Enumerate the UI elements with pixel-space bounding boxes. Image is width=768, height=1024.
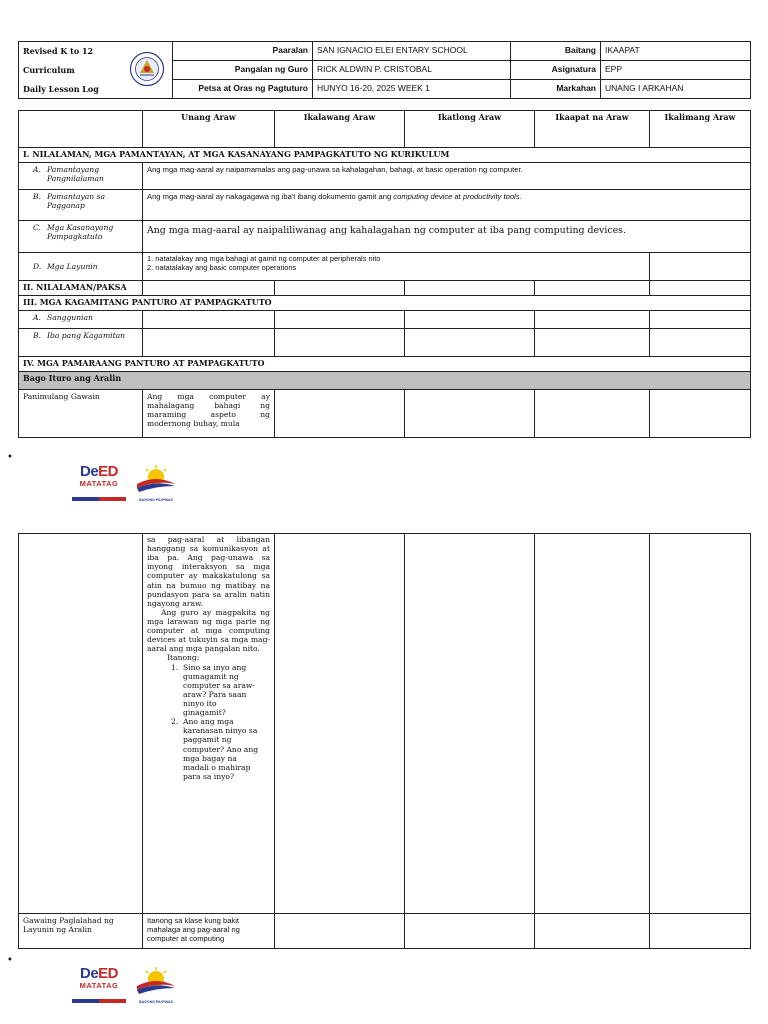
quarter-value: UNANG I ARKAHAN [601,80,751,99]
objective-item: 1. natatalakay ang mga bahagi at gamit ng computer at peripherals nito [147,254,381,263]
objective-item: 2. natatalakay ang basic computer operations [147,262,297,272]
quarter-label: Markahan [511,80,601,99]
bullet-mark: • [7,955,13,966]
row-label-objectives: D. Mga Layunin [19,253,143,281]
lesson-log-table-continued [18,533,751,949]
paragraph: sa pag-aaral at libangan hanggang sa komunikasyon at iba pa. Ang pag-unawa sa inyong interaksyon sa mga computer ay makakatulong sa atin na bumuo ng matibay na pundasyon para sa aralin natin ngayong araw. [147,535,270,608]
grade-label: Baitang [511,42,601,61]
section-heading-1: I. NILALAMAN, MGA PAMANTAYAN, AT MGA KASANAYANG PAMPAGKATUTO NG KURIKULUM [19,148,751,163]
subject-label: Asignatura [511,61,601,80]
row-label-references: A. Sanggunian [19,311,143,329]
paragraph: Ang guro ay magpakita ng mga larawan ng mga parte ng computer at mga computing devices at tukuyin sa mga mag-aaral ang mga pangalan nito. [147,607,270,654]
school-value: SAN IGNACIO ELEI ENTARY SCHOOL [313,42,511,61]
school-label: Paaralan [173,42,313,61]
date-value: HUNYO 16-20, 2025 WEEK 1 [313,80,511,99]
empty-cell [650,253,751,281]
content-standard-text: Ang mga mag-aaral ay naipamamalas ang pag-unawa sa kahalagahan, bahagi, at basic operation ng computer. [143,163,751,190]
row-label-performance-standard: B. Pamantayan sa Pagganap [19,190,143,221]
row-label-competencies: C. Mga Kasanayang Pampagkatuto [19,221,143,253]
teacher-value: RICK ALDWIN P. CRISTOBAL [313,61,511,80]
section-heading-2: II. NILALAMAN/PAKSA [19,281,143,296]
bagong-pilipinas-logo: BAGONG PILIPINAS [132,966,180,1004]
row-label-other-materials: B. Iba pang Kagamitan [19,329,143,357]
bullet-mark: • [7,452,13,463]
teacher-label: Pangalan ng Guro [173,61,313,80]
subject-value: EPP [601,61,751,80]
day-header-5: Ikalimang Araw [650,111,751,148]
deped-matatag-logo: DeED MATATAG [72,966,126,1008]
row-label-preliminary-activity: Panimulang Gawain [19,390,143,438]
objective-presentation-text: Itanong sa klase kung bakit mahalaga ang pag-aaral ng computer at computing [143,914,275,949]
day-header-2: Ikalawang Araw [275,111,405,148]
section-heading-3: III. MGA KAGAMITANG PANTURO AT PAMPAGKATUTO [19,296,751,311]
footer-logos [72,966,180,1008]
header-title-line-3: Daily Lesson Log [19,80,123,99]
row-label-content-standard: A. Pamantayang Pangnilalaman [19,163,143,190]
performance-standard-text: Ang mga mag-aaral ay nakagagawa ng iba't ibang dokumento gamit ang computing device at productivity tools. [143,190,751,221]
day-header-3: Ikatlong Araw [405,111,535,148]
objectives-list [143,253,650,281]
competencies-text: Ang mga mag-aaral ay naipaliliwanag ang kahalagahan ng computer at iba pang computing devices. [143,221,751,253]
question-item: 1. Sino sa inyo ang gumagamit ng computer sa araw-araw? Para saan ninyo ito ginagamit? [171,662,255,718]
header-title-line-2: Curriculum [19,61,123,80]
deped-seal-icon [123,42,173,99]
date-label: Petsa at Oras ng Pagtuturo [173,80,313,99]
lesson-log-table [18,110,751,438]
day-header-1: Unang Araw [143,111,275,148]
empty-label-cell [19,534,143,914]
section-heading-4: IV. MGA PAMARAANG PANTURO AT PAMPAGKATUTO [19,357,751,372]
header-table [18,41,751,99]
footer-logos [72,464,180,506]
header-title-line-1: Revised K to 12 [19,42,123,61]
bagong-pilipinas-logo: BAGONG PILIPINAS [132,464,180,502]
preliminary-activity-text-part1: Ang mga computer ay mahalagang bahagi ng maraming aspeto ng modernong buhay, mula [143,390,275,438]
itanong-label: Itanong: [167,653,200,663]
preliminary-activity-text-part2 [143,534,275,914]
day-header-4: Ikaapat na Araw [535,111,650,148]
question-item: 2. Ano ang mga karanasan ninyo sa paggamit ng computer? Ano ang mga bagay na madali o mahirap para sa inyo? [171,717,259,781]
blank-header-cell [19,111,143,148]
before-lesson-band: Bago Ituro ang Aralin [19,372,751,390]
deped-matatag-logo: DeED MATATAG [72,464,126,506]
grade-value: IKAAPAT [601,42,751,61]
day-header-row [19,111,751,148]
row-label-objective-presentation: Gawaing Paglalahad ng Layunin ng Aralin [19,914,143,949]
